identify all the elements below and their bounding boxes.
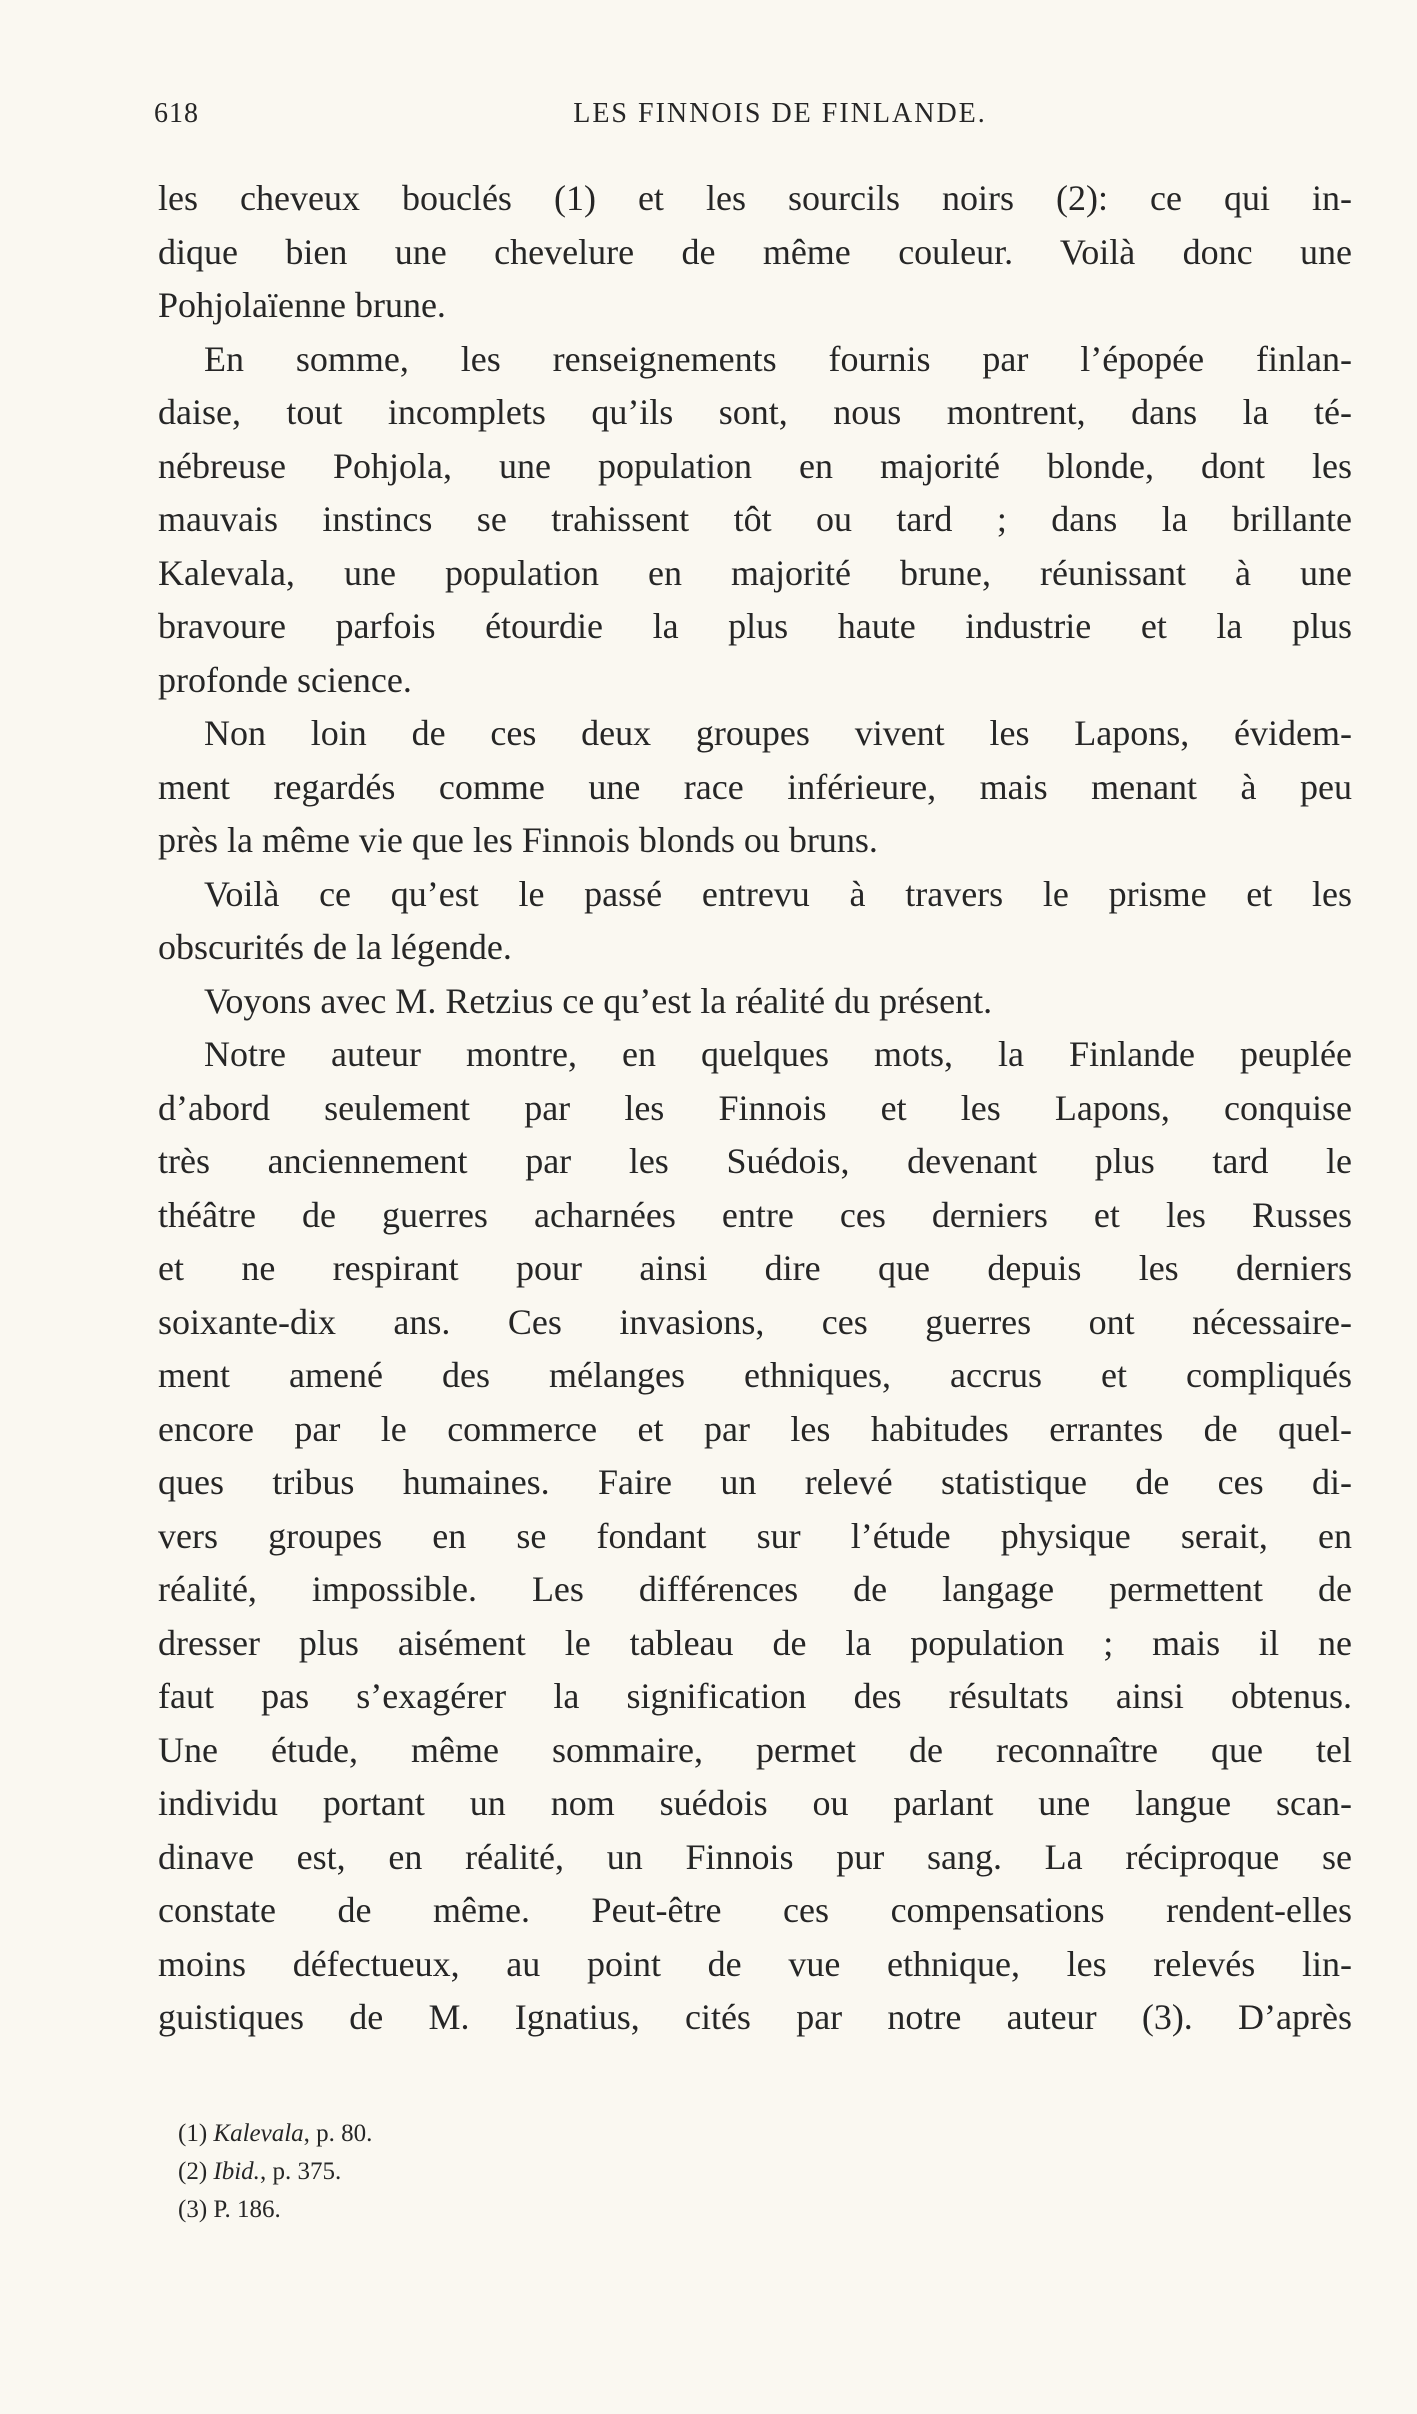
- text-line: près la même vie que les Finnois blonds ou bruns.: [158, 820, 878, 860]
- text-line: dresser plus aisément le tableau de la population ; mais il ne: [158, 1622, 1352, 1663]
- text-line: profonde science.: [158, 659, 412, 700]
- text-line: constate de même. Peut-être ces compensations rendent-elles: [158, 1890, 1352, 1930]
- running-title: LES FINNOIS DE FINLANDE.: [573, 98, 987, 129]
- text-line: dinave est, en réalité, un Finnois pur sang. La réciproque se: [158, 1836, 1352, 1877]
- text-line: Voilà ce qu’est le passé entrevu à travers le prisme et les: [204, 873, 1352, 914]
- footnote-title: Kalevala: [213, 2120, 304, 2147]
- footnote-text: P. 186.: [213, 2196, 281, 2223]
- text-line: Non loin de ces deux groupes vivent les Lapons, évidem-: [204, 713, 1352, 753]
- text-line: individu portant un nom suédois ou parlant une langue scan-: [158, 1783, 1352, 1823]
- text-line: très anciennement par les Suédois, devenant plus tard le: [158, 1141, 1352, 1181]
- footnote-marker: (2): [178, 2158, 208, 2185]
- text-line: bravoure parfois étourdie la plus haute industrie et la plus: [158, 606, 1352, 646]
- footnote-text: , p. 375.: [259, 2158, 342, 2185]
- footnote: [178, 2115, 878, 2153]
- text-line: et ne respirant pour ainsi dire que depuis les derniers: [158, 1248, 1352, 1288]
- text-line: mauvais instincs se trahissent tôt ou tard ; dans la brillante: [158, 499, 1352, 539]
- text-line: En somme, les renseignements fournis par l’épopée finlan-: [204, 338, 1352, 379]
- text-line: Kalevala, une population en majorité brune, réunissant à une: [158, 552, 1352, 593]
- footnote-text: , p. 80.: [303, 2120, 373, 2147]
- text-line: théâtre de guerres acharnées entre ces derniers et les Russes: [158, 1194, 1352, 1235]
- text-line: faut pas s’exagérer la signification des résultats ainsi obtenus.: [158, 1676, 1352, 1716]
- footnote-marker: (1): [178, 2120, 208, 2147]
- text-line: vers groupes en se fondant sur l’étude physique serait, en: [158, 1515, 1352, 1556]
- footnote-title: Ibid.: [213, 2158, 260, 2185]
- footnote: [178, 2153, 878, 2191]
- text-line: moins défectueux, au point de vue ethnique, les relevés lin-: [158, 1943, 1352, 1984]
- text-line: les cheveux bouclés (1) et les sourcils noirs (2): ce qui in-: [158, 178, 1352, 218]
- text-line: obscurités de la légende.: [158, 927, 512, 967]
- text-line: ment regardés comme une race inférieure, mais menant à peu: [158, 766, 1352, 807]
- text-line: réalité, impossible. Les différences de langage permettent de: [158, 1569, 1352, 1609]
- text-line: daise, tout incomplets qu’ils sont, nous montrent, dans la té-: [158, 392, 1352, 432]
- footnote-marker: (3): [178, 2196, 208, 2223]
- text-line: encore par le commerce et par les habitudes errantes de quel-: [158, 1408, 1352, 1449]
- text-line: Notre auteur montre, en quelques mots, la Finlande peuplée: [204, 1034, 1352, 1074]
- page-number: 618: [154, 98, 199, 129]
- footnotes: [178, 2115, 878, 2229]
- text-line: ment amené des mélanges ethniques, accrus et compliqués: [158, 1355, 1352, 1395]
- page-header: [150, 98, 1350, 138]
- footnote: [178, 2191, 878, 2229]
- body-text: [158, 172, 1352, 2045]
- text-line: guistiques de M. Ignatius, cités par notre auteur (3). D’après: [158, 1997, 1352, 2037]
- text-line: Pohjolaïenne brune.: [158, 285, 446, 325]
- text-line: soixante-dix ans. Ces invasions, ces guerres ont nécessaire-: [158, 1301, 1352, 1342]
- text-line: Une étude, même sommaire, permet de reconnaître que tel: [158, 1729, 1352, 1770]
- text-line: d’abord seulement par les Finnois et les Lapons, conquise: [158, 1087, 1352, 1128]
- text-line: ques tribus humaines. Faire un relevé statistique de ces di-: [158, 1462, 1352, 1502]
- text-line: nébreuse Pohjola, une population en majorité blonde, dont les: [158, 445, 1352, 486]
- text-line: dique bien une chevelure de même couleur. Voilà donc une: [158, 231, 1352, 272]
- text-line: Voyons avec M. Retzius ce qu’est la réalité du présent.: [204, 980, 993, 1021]
